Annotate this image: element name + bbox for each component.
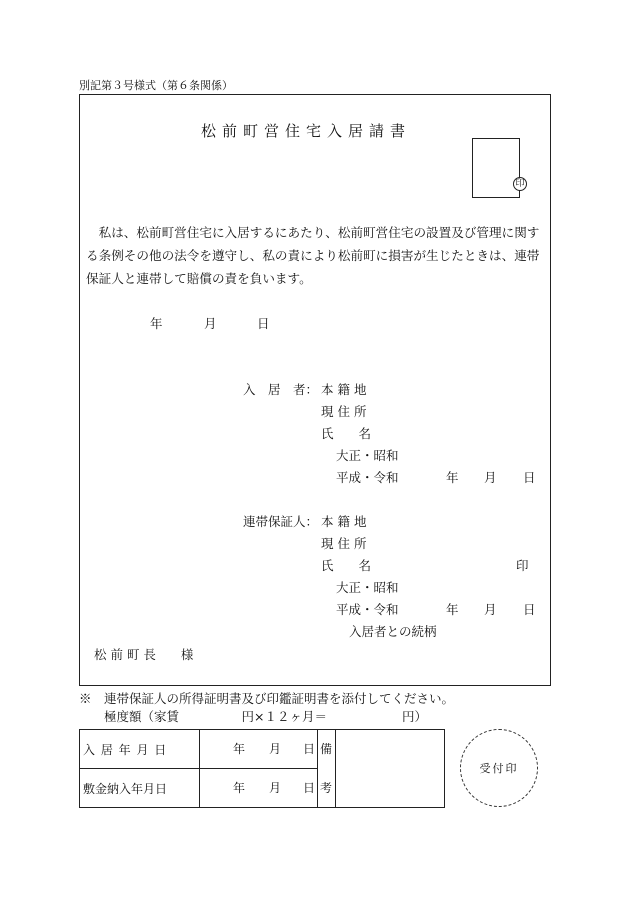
move-in-month: 月 bbox=[269, 742, 282, 756]
tenant-era1: 大正・昭和 bbox=[336, 448, 399, 463]
deposit-date-field bbox=[200, 769, 318, 808]
move-in-date-label: 入 居 年 月 日 bbox=[80, 730, 200, 769]
tenant-birth-day: 日 bbox=[523, 470, 536, 485]
addressee: 松 前 町 長 様 bbox=[94, 647, 194, 662]
receipt-table bbox=[79, 729, 445, 808]
tenant-name-label: 氏 名 bbox=[321, 426, 372, 441]
guarantor-address-label: 現 住 所 bbox=[321, 536, 367, 551]
tenant-heading: 入 居 者： bbox=[243, 382, 319, 397]
receipt-stamp: 受付印 bbox=[460, 729, 538, 807]
move-in-year: 年 bbox=[233, 742, 246, 756]
date-year: 年 bbox=[150, 316, 163, 331]
tenant-address-label: 現 住 所 bbox=[321, 404, 367, 419]
photo-box bbox=[472, 138, 520, 198]
move-in-date-field bbox=[200, 730, 318, 769]
attachment-note: ※ 連帯保証人の所得証明書及び印鑑証明書を添付してください。 bbox=[79, 691, 455, 706]
tenant-domicile-label: 本 籍 地 bbox=[321, 382, 367, 397]
guarantor-relation-label: 入居者との続柄 bbox=[349, 624, 437, 639]
guarantor-domicile-label: 本 籍 地 bbox=[321, 514, 367, 529]
deposit-month: 月 bbox=[269, 781, 282, 795]
remarks-label bbox=[318, 730, 336, 808]
remarks-char2: 考 bbox=[320, 781, 333, 795]
rent-limit: 極度額（家賃 円×１２ヶ月＝ 円） bbox=[104, 709, 427, 724]
date-month: 月 bbox=[204, 316, 217, 331]
date-day: 日 bbox=[257, 316, 270, 331]
tenant-era2: 平成・令和 bbox=[336, 470, 399, 485]
guarantor-seal: 印 bbox=[516, 558, 529, 573]
guarantor-era2: 平成・令和 bbox=[336, 602, 399, 617]
deposit-day: 日 bbox=[303, 781, 316, 795]
deposit-date-label: 敷金納入年月日 bbox=[80, 769, 200, 808]
statement-text: 私は、松前町営住宅に入居するにあたり、松前町営住宅の設置及び管理に関する条例その他の法令を遵守し、私の責により松前町に損害が生じたときは、連帯保証人と連帯して賠償の責を負います。 bbox=[86, 225, 540, 286]
deposit-year: 年 bbox=[233, 781, 246, 795]
remarks-char1: 備 bbox=[320, 742, 333, 756]
guarantor-era1: 大正・昭和 bbox=[336, 580, 399, 595]
seal-mark-icon: 印 bbox=[513, 177, 527, 191]
guarantor-birth-day: 日 bbox=[523, 602, 536, 617]
guarantor-heading: 連帯保証人： bbox=[243, 514, 319, 529]
tenant-birth-month: 月 bbox=[484, 470, 497, 485]
remarks-field bbox=[336, 730, 445, 808]
move-in-day: 日 bbox=[303, 742, 316, 756]
guarantor-name-label: 氏 名 bbox=[321, 558, 372, 573]
form-title: 松前町営住宅入居請書 bbox=[201, 122, 412, 140]
guarantor-birth-year: 年 bbox=[446, 602, 459, 617]
form-number: 別記第３号様式（第６条関係） bbox=[79, 79, 233, 92]
tenant-birth-year: 年 bbox=[446, 470, 459, 485]
guarantor-birth-month: 月 bbox=[484, 602, 497, 617]
